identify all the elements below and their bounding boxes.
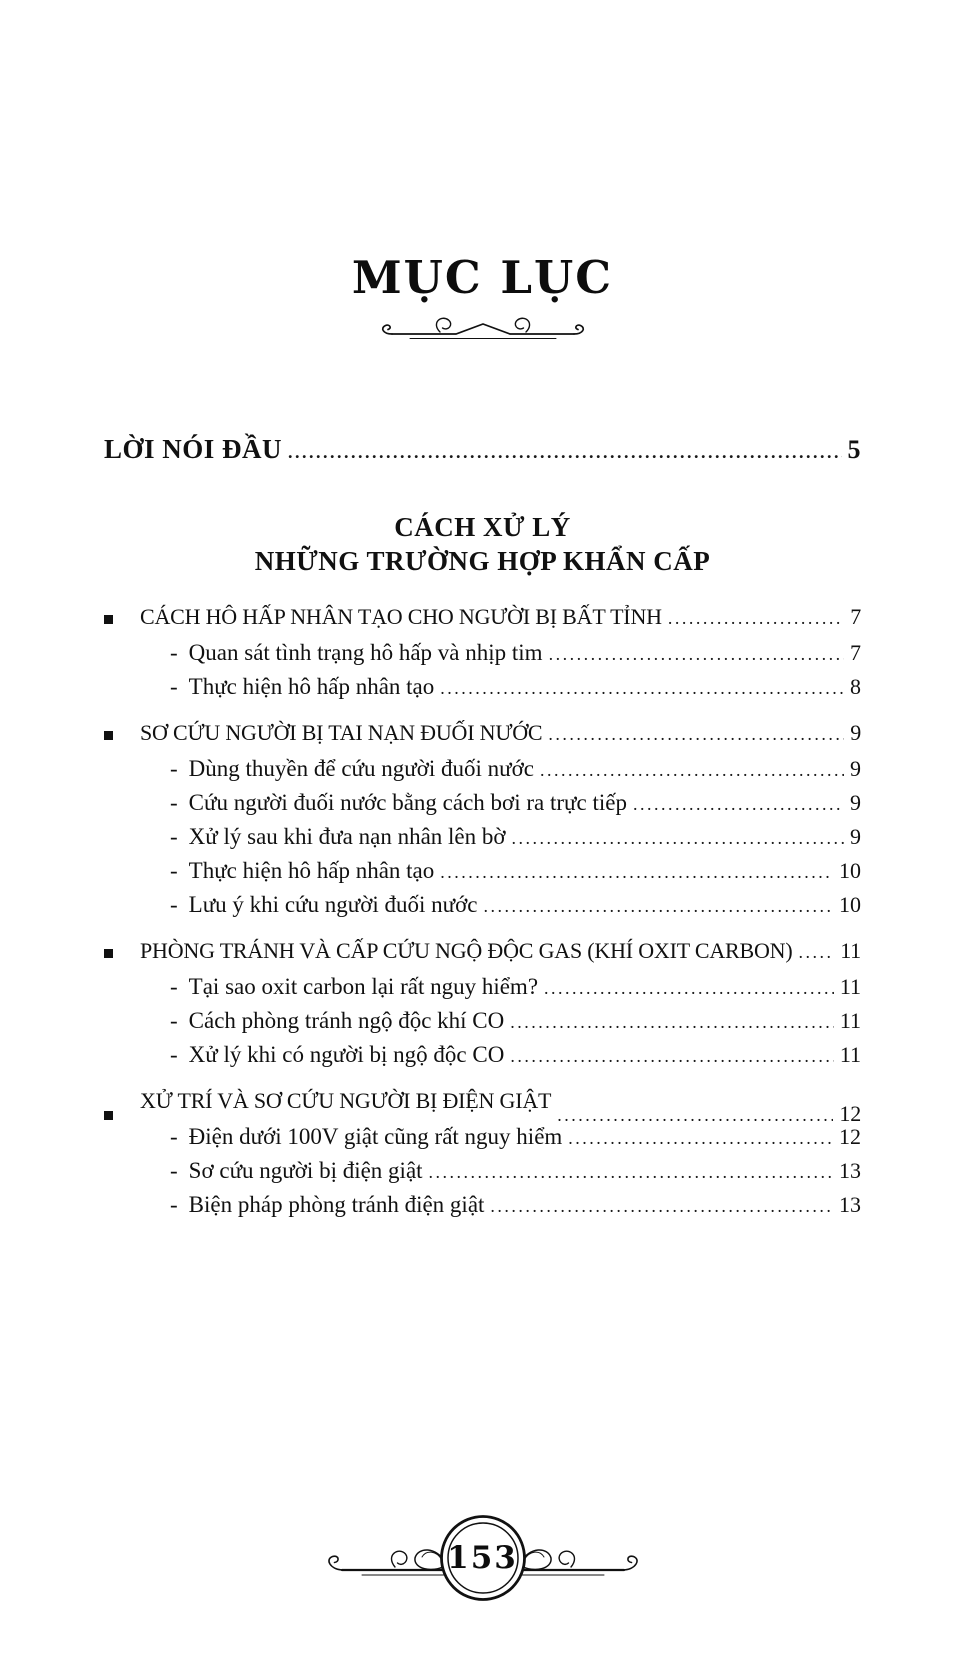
toc-subentry-page: 8 xyxy=(850,674,861,699)
dash-marker: - xyxy=(170,1124,178,1149)
section-heading-line1: CÁCH XỬ LÝ xyxy=(394,512,571,542)
toc-subentry-page: 9 xyxy=(850,790,861,815)
toc-subentry-title: Quan sát tình trạng hô hấp và nhịp tim xyxy=(188,640,543,665)
dot-leader xyxy=(484,896,834,917)
dash-marker: - xyxy=(170,640,178,665)
dot-leader xyxy=(510,1046,834,1067)
dot-leader xyxy=(429,1162,833,1183)
dash-marker: - xyxy=(170,790,178,815)
dash-marker: - xyxy=(170,1192,178,1217)
dot-leader xyxy=(548,724,844,745)
toc-subentry-page: 11 xyxy=(839,1008,861,1033)
toc-subentry xyxy=(104,974,861,1008)
toc-subentry-page: 7 xyxy=(850,640,861,665)
toc-subentry xyxy=(104,1158,861,1192)
toc-entry-title: XỬ TRÍ VÀ SƠ CỨU NGƯỜI BỊ ĐIỆN GIẬT xyxy=(140,1088,552,1113)
toc-subentry xyxy=(104,824,861,858)
toc-entry-title: SƠ CỨU NGƯỜI BỊ TAI NẠN ĐUỐI NƯỚC xyxy=(140,720,543,745)
toc-subentry-page: 11 xyxy=(839,974,861,999)
toc-entry-title: CÁCH HÔ HẤP NHÂN TẠO CHO NGƯỜI BỊ BẤT TỈNH xyxy=(140,604,662,629)
table-of-contents xyxy=(104,434,861,1226)
dot-leader xyxy=(440,862,833,883)
toc-subentry xyxy=(104,1124,861,1158)
toc-subentry-title: Xử lý sau khi đưa nạn nhân lên bờ xyxy=(188,824,506,849)
toc-list xyxy=(104,604,861,1226)
toc-subentry-title: Sơ cứu người bị điện giật xyxy=(188,1158,423,1183)
toc-subentry-page: 9 xyxy=(850,756,861,781)
dash-marker: - xyxy=(170,1008,178,1033)
toc-entry xyxy=(104,938,861,974)
toc-subentry-page: 9 xyxy=(850,824,861,849)
preface-entry xyxy=(104,434,861,470)
toc-subentry-title: Biện pháp phòng tránh điện giật xyxy=(188,1192,485,1217)
toc-entry-page: 11 xyxy=(840,938,861,963)
toc-entry-page: 9 xyxy=(850,720,861,745)
toc-subentry xyxy=(104,858,861,892)
toc-subentry-title: Thực hiện hô hấp nhân tạo xyxy=(188,674,435,699)
toc-entry xyxy=(104,1088,861,1124)
toc-subentry xyxy=(104,640,861,674)
preface-page-number: 5 xyxy=(847,435,861,464)
dash-marker: - xyxy=(170,858,178,883)
dot-leader xyxy=(288,442,841,463)
dash-marker: - xyxy=(170,1042,178,1067)
toc-subentry xyxy=(104,1042,861,1076)
toc-subentry-page: 12 xyxy=(839,1124,861,1149)
bullet-square-icon xyxy=(104,731,113,740)
toc-entry xyxy=(104,604,861,640)
toc-subentry-page: 13 xyxy=(839,1192,861,1217)
dot-leader xyxy=(544,978,834,999)
dash-marker: - xyxy=(170,756,178,781)
toc-subentry-page: 10 xyxy=(839,858,861,883)
footer-page-number: 153 xyxy=(447,1540,518,1576)
dot-leader xyxy=(557,1105,833,1126)
dot-leader xyxy=(568,1128,833,1149)
toc-subentry-page: 10 xyxy=(839,892,861,917)
toc-entry xyxy=(104,720,861,756)
toc-subentry-title: Xử lý khi có người bị ngộ độc CO xyxy=(188,1042,505,1067)
toc-subentry xyxy=(104,1192,861,1226)
bullet-square-icon xyxy=(104,949,113,958)
preface-label: LỜI NÓI ĐẦU xyxy=(104,434,283,464)
dot-leader xyxy=(540,760,844,781)
toc-subentry-title: Lưu ý khi cứu người đuối nước xyxy=(188,892,478,917)
toc-subentry xyxy=(104,790,861,824)
page-footer xyxy=(0,1506,965,1610)
section-heading-line2: NHỮNG TRƯỜNG HỢP KHẨN CẤP xyxy=(254,546,711,576)
dot-leader xyxy=(798,942,834,963)
bullet-square-icon xyxy=(104,1111,113,1120)
toc-subentry-title: Tại sao oxit carbon lại rất nguy hiểm? xyxy=(188,974,539,999)
dot-leader xyxy=(440,678,844,699)
ornament-divider-icon xyxy=(376,310,590,346)
page-title: MỤC LỤC xyxy=(351,251,614,304)
toc-subentry-title: Cách phòng tránh ngộ độc khí CO xyxy=(188,1008,505,1033)
toc-subentry-title: Cứu người đuối nước bằng cách bơi ra trực tiếp xyxy=(188,790,627,815)
dash-marker: - xyxy=(170,824,178,849)
dot-leader xyxy=(490,1196,833,1217)
dot-leader xyxy=(510,1012,834,1033)
section-heading xyxy=(104,510,861,578)
dot-leader xyxy=(668,608,844,629)
toc-entry-page: 12 xyxy=(839,1101,861,1126)
toc-subentry-title: Dùng thuyền để cứu người đuối nước xyxy=(188,756,535,781)
toc-subentry xyxy=(104,892,861,926)
toc-subentry-page: 13 xyxy=(839,1158,861,1183)
dot-leader xyxy=(549,644,844,665)
toc-subentry xyxy=(104,674,861,708)
dash-marker: - xyxy=(170,674,178,699)
toc-entry-page: 7 xyxy=(850,604,861,629)
toc-subentry xyxy=(104,1008,861,1042)
toc-entry-title: PHÒNG TRÁNH VÀ CẤP CỨU NGỘ ĐỘC GAS (KHÍ OXIT CARBON) xyxy=(140,938,793,963)
dash-marker: - xyxy=(170,974,178,999)
toc-subentry-title: Điện dưới 100V giật cũng rất nguy hiểm xyxy=(188,1124,563,1149)
toc-subentry-title: Thực hiện hô hấp nhân tạo xyxy=(188,858,435,883)
dash-marker: - xyxy=(170,892,178,917)
dot-leader xyxy=(512,828,844,849)
dot-leader xyxy=(633,794,844,815)
dash-marker: - xyxy=(170,1158,178,1183)
toc-subentry xyxy=(104,756,861,790)
bullet-square-icon xyxy=(104,615,113,624)
book-page xyxy=(0,250,965,1668)
toc-subentry-page: 11 xyxy=(839,1042,861,1067)
